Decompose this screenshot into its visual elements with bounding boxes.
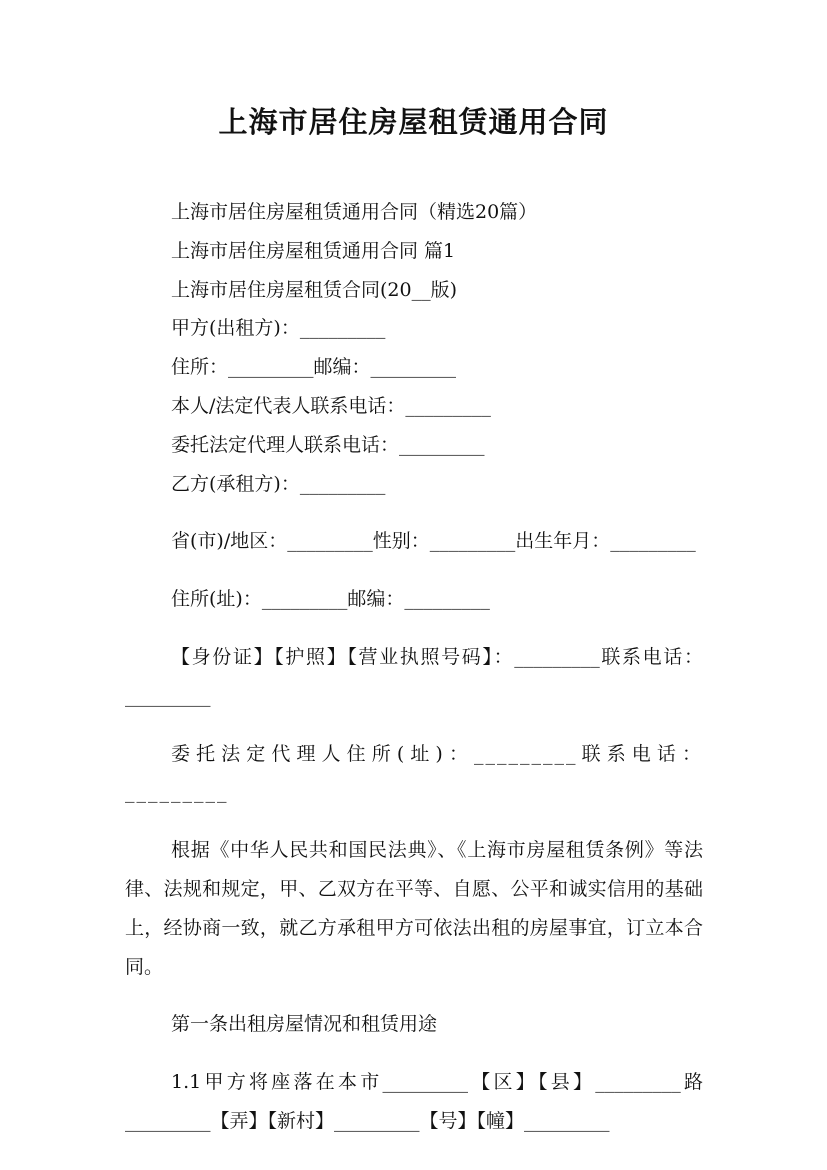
party-a-agent-phone-field: 委托法定代理人联系电话：_________ (171, 433, 485, 456)
document-title: 上海市居住房屋租赁通用合同 (218, 105, 609, 139)
party-b-agent-field: 委托法定代理人住所(址)：_________联系电话：_________ (125, 742, 703, 804)
party-a-phone-field: 本人/法定代表人联系电话：_________ (171, 394, 491, 417)
party-b-id-field: 【身份证】【护照】【营业执照号码】：_________联系电话：_________ (125, 645, 703, 707)
document-body (125, 193, 703, 1160)
party-a-field: 甲方(出租方)：_________ (171, 317, 386, 340)
paragraph-part-heading: 上海市居住房屋租赁通用合同 篇1 (171, 239, 456, 262)
paragraph-contract-name: 上海市居住房屋租赁合同(20__版) (171, 278, 458, 301)
paragraph-subtitle: 上海市居住房屋租赁通用合同（精选20篇） (171, 201, 538, 223)
party-b-address-field: 住所(址)：_________邮编：_________ (171, 588, 490, 611)
clause-1-1: 1.1甲方将座落在本市_________【区】【县】_________路_________【弄】【新村】_________【号】【幢】_________ (125, 1071, 703, 1132)
party-b-field: 乙方(承租方)：_________ (171, 472, 386, 495)
paragraph-preamble: 根据《中华人民共和国民法典》、《上海市房屋租赁条例》等法律、法规和规定，甲、乙双方在平等、自愿、公平和诚实信用的基础上，经协商一致，就乙方承租甲方可依法出租的房屋事宜，订立本合同。 (125, 839, 703, 978)
article-1-heading: 第一条出租房屋情况和租赁用途 (171, 1013, 438, 1036)
party-b-region-field: 省(市)/地区：_________性别：_________出生年月：_________ (171, 530, 696, 553)
party-a-address-field: 住所：_________邮编：_________ (171, 356, 457, 379)
